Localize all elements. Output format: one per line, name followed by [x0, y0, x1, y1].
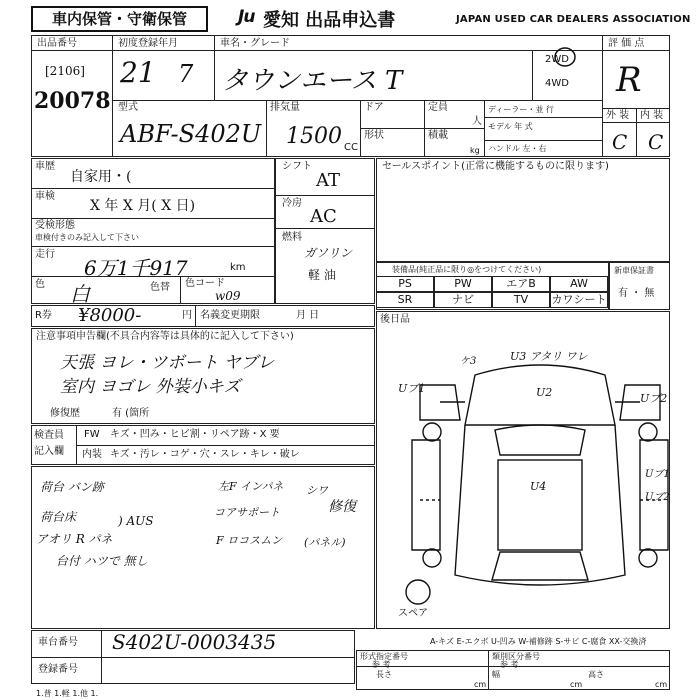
mileage-value: 6万1千917 — [84, 256, 188, 280]
note-g2: (パネル) — [304, 536, 346, 549]
four-wd-label: 4WD — [545, 78, 569, 89]
fuel-label: 燃料 — [282, 232, 302, 243]
notice-line-1: 天張 ヨレ・ツボート ヤブレ — [60, 353, 275, 373]
history-value: 自家用・( — [70, 169, 132, 185]
inspection-value: X 年 X 月( X 日) — [90, 198, 196, 214]
color-code-label: 色コード — [185, 278, 225, 289]
ju-logo: Ju — [238, 7, 255, 27]
exterior-label: 外 装 — [606, 110, 630, 121]
door-label: ドア — [364, 102, 384, 113]
diagram-note-5: Uブ2 — [640, 392, 668, 405]
selling-point-label: セールスポイント(正常に機能するものに限ります) — [382, 161, 609, 172]
first-reg-year: 21 — [120, 56, 156, 89]
note-e2: シワ — [306, 484, 328, 497]
fuel-value-1: ガソリン — [304, 246, 353, 260]
model-year-label: モデル 年 式 — [488, 122, 533, 131]
two-wd-circle — [552, 44, 578, 70]
inspection-form-label: 受検形態 — [35, 220, 75, 231]
equipment-item: SR — [376, 292, 434, 308]
exterior-check-row: キズ・凹み・ヒビ割・リペア跡・X 要 — [110, 429, 280, 440]
kg-unit: kg — [470, 146, 480, 155]
selling-point-section — [376, 158, 670, 262]
recycle-unit: 円 — [182, 310, 192, 321]
recycle-label: R券 — [35, 310, 52, 321]
interior-value: C — [648, 130, 664, 154]
width-label: 幅 — [492, 670, 500, 679]
first-reg-month: 7 — [178, 60, 194, 88]
color-code-value: w09 — [215, 289, 241, 303]
two-wd-label: 2WD — [545, 54, 569, 65]
equipment-item: PS — [376, 276, 434, 292]
notice-line-2: 室内 ヨゴレ 外装小キズ — [60, 377, 241, 397]
note-f2: 修復 — [328, 499, 356, 515]
form-title-en: JAPAN USED CAR DEALERS ASSOCIATION — [456, 14, 691, 25]
chassis-no-label: 車台番号 — [38, 637, 78, 648]
note-a: 荷台 バン跡 — [40, 480, 104, 494]
displacement-value: 1500 — [286, 124, 342, 149]
ref-label-1: 参 考 — [372, 660, 391, 669]
form-spec-label: 形式指定番号 — [360, 652, 408, 661]
km-unit: km — [230, 262, 246, 273]
repair-label: 修復歴 — [50, 408, 80, 419]
color-label: 色 — [35, 279, 45, 290]
fuel-value-2: 軽 油 — [308, 268, 336, 282]
form-title: 愛知 出品申込書 — [263, 10, 396, 31]
inspection-form-note: 車検付きのみ記入して下さい — [35, 233, 139, 242]
name-change-label: 名義変更期限 — [200, 310, 260, 321]
first-reg-label: 初度登録年月 — [118, 38, 178, 49]
diagram-note-8: Uブ2 — [645, 492, 670, 503]
color-value: 白 — [70, 282, 90, 306]
dealer-label: ディーラー・並 行 — [488, 105, 554, 114]
equipment-item: カワシート — [551, 293, 607, 306]
height-label: 高さ — [588, 670, 604, 679]
note-g: F ロコスムン — [216, 534, 283, 547]
diagram-note-7: Uブ1 — [645, 469, 670, 480]
lot-no-label: 出品番号 — [37, 38, 77, 49]
shape-label: 形状 — [364, 130, 384, 141]
fw-label: FW — [84, 429, 100, 440]
diagram-note-1: ケ3 — [460, 356, 477, 367]
equipment-item: PW — [434, 276, 492, 292]
equipment-item: AW — [550, 276, 608, 292]
diagram-note-3: U2 — [536, 386, 553, 399]
cm-unit-1: cm — [474, 680, 487, 689]
capacity-label: 定員 — [428, 102, 448, 113]
chassis-no-value: S402U-0003435 — [112, 630, 277, 654]
class-no-label: 類別区分番号 — [492, 652, 540, 661]
exterior-value: C — [612, 130, 628, 154]
note-b2: ) AUS — [118, 514, 154, 528]
person-unit: 人 — [472, 116, 482, 127]
model-value: ABF-S402U — [120, 120, 262, 148]
interior-check-row: キズ・汚レ・コゲ・穴・スレ・キレ・破レ — [110, 449, 300, 460]
repair-values: 有 (箇所 — [112, 408, 150, 419]
equipment-item: TV — [492, 292, 550, 308]
score-label: 評 価 点 — [608, 38, 645, 49]
post-install-label: 後日品 — [380, 314, 410, 325]
length-label: 長さ — [376, 670, 392, 679]
legend: A-キズ E-エクボ U-凹み W-補修跡 S-サビ C-腐食 XX-交換済 — [430, 637, 647, 646]
car-name-value: タウンエース T — [222, 66, 403, 96]
score-value: R — [616, 60, 642, 100]
reg-no-label: 登録番号 — [38, 664, 78, 675]
warranty-label: 新車保証書 — [614, 266, 654, 275]
handle-label: ハンドル 左・右 — [488, 144, 547, 153]
footer-row: 1.普 1.軽 1.他 1. — [36, 689, 99, 698]
load-label: 積載 — [428, 130, 448, 141]
note-d: 台付 ハツで 無し — [56, 554, 148, 568]
lot-code: [2106] — [45, 64, 85, 78]
equipment-item: エアB — [492, 276, 550, 292]
cm-unit-3: cm — [655, 680, 668, 689]
inspector-label: 検査員 — [34, 430, 64, 441]
notice-label: 注意事項申告欄(不具合内容等は具体的に記入して下さい) — [36, 331, 294, 342]
note-b: 荷台床 — [40, 510, 77, 524]
diagram-note-2: U3 アタリ ワレ — [510, 350, 588, 363]
note-c: アオリ R パネ — [36, 532, 113, 546]
ref-label-2: 参 考 — [500, 660, 519, 669]
equipment-label: 装備品(純正品に限り◎をつけてください) — [392, 265, 542, 274]
note-f: コアサポート — [214, 506, 280, 519]
shift-label: シフト — [282, 161, 312, 172]
diagram-note-4: Uブ1 — [398, 382, 426, 395]
inspection-label: 車検 — [35, 191, 55, 202]
car-name-label: 車名・グレード — [220, 38, 290, 49]
model-label: 型式 — [118, 102, 138, 113]
storage-label: 車内保管・守衛保管 — [31, 6, 208, 32]
diagram-note-6: U4 — [530, 480, 547, 493]
note-e: 左F インパネ — [218, 480, 284, 493]
history-label: 車歴 — [35, 161, 55, 172]
entry-label: 記入欄 — [34, 446, 64, 457]
cc-unit: CC — [344, 142, 358, 153]
lot-number: 20078 — [34, 88, 111, 114]
equipment-item: ナビ — [434, 292, 492, 308]
interior-row-label: 内装 — [82, 449, 102, 460]
cm-unit-2: cm — [570, 680, 583, 689]
color-no-label: 色替 — [150, 282, 170, 293]
mileage-label: 走行 — [35, 249, 55, 260]
ac-label: 冷房 — [282, 198, 302, 209]
ac-value: AC — [310, 206, 337, 227]
name-change-date: 月 日 — [296, 310, 320, 321]
warranty-values: 有 ・ 無 — [618, 288, 655, 299]
interior-label: 内 装 — [640, 110, 664, 121]
shift-value: AT — [316, 170, 341, 191]
spare-label: スペア — [398, 608, 428, 619]
displacement-label: 排気量 — [270, 102, 300, 113]
recycle-value: ¥8000- — [78, 305, 142, 326]
